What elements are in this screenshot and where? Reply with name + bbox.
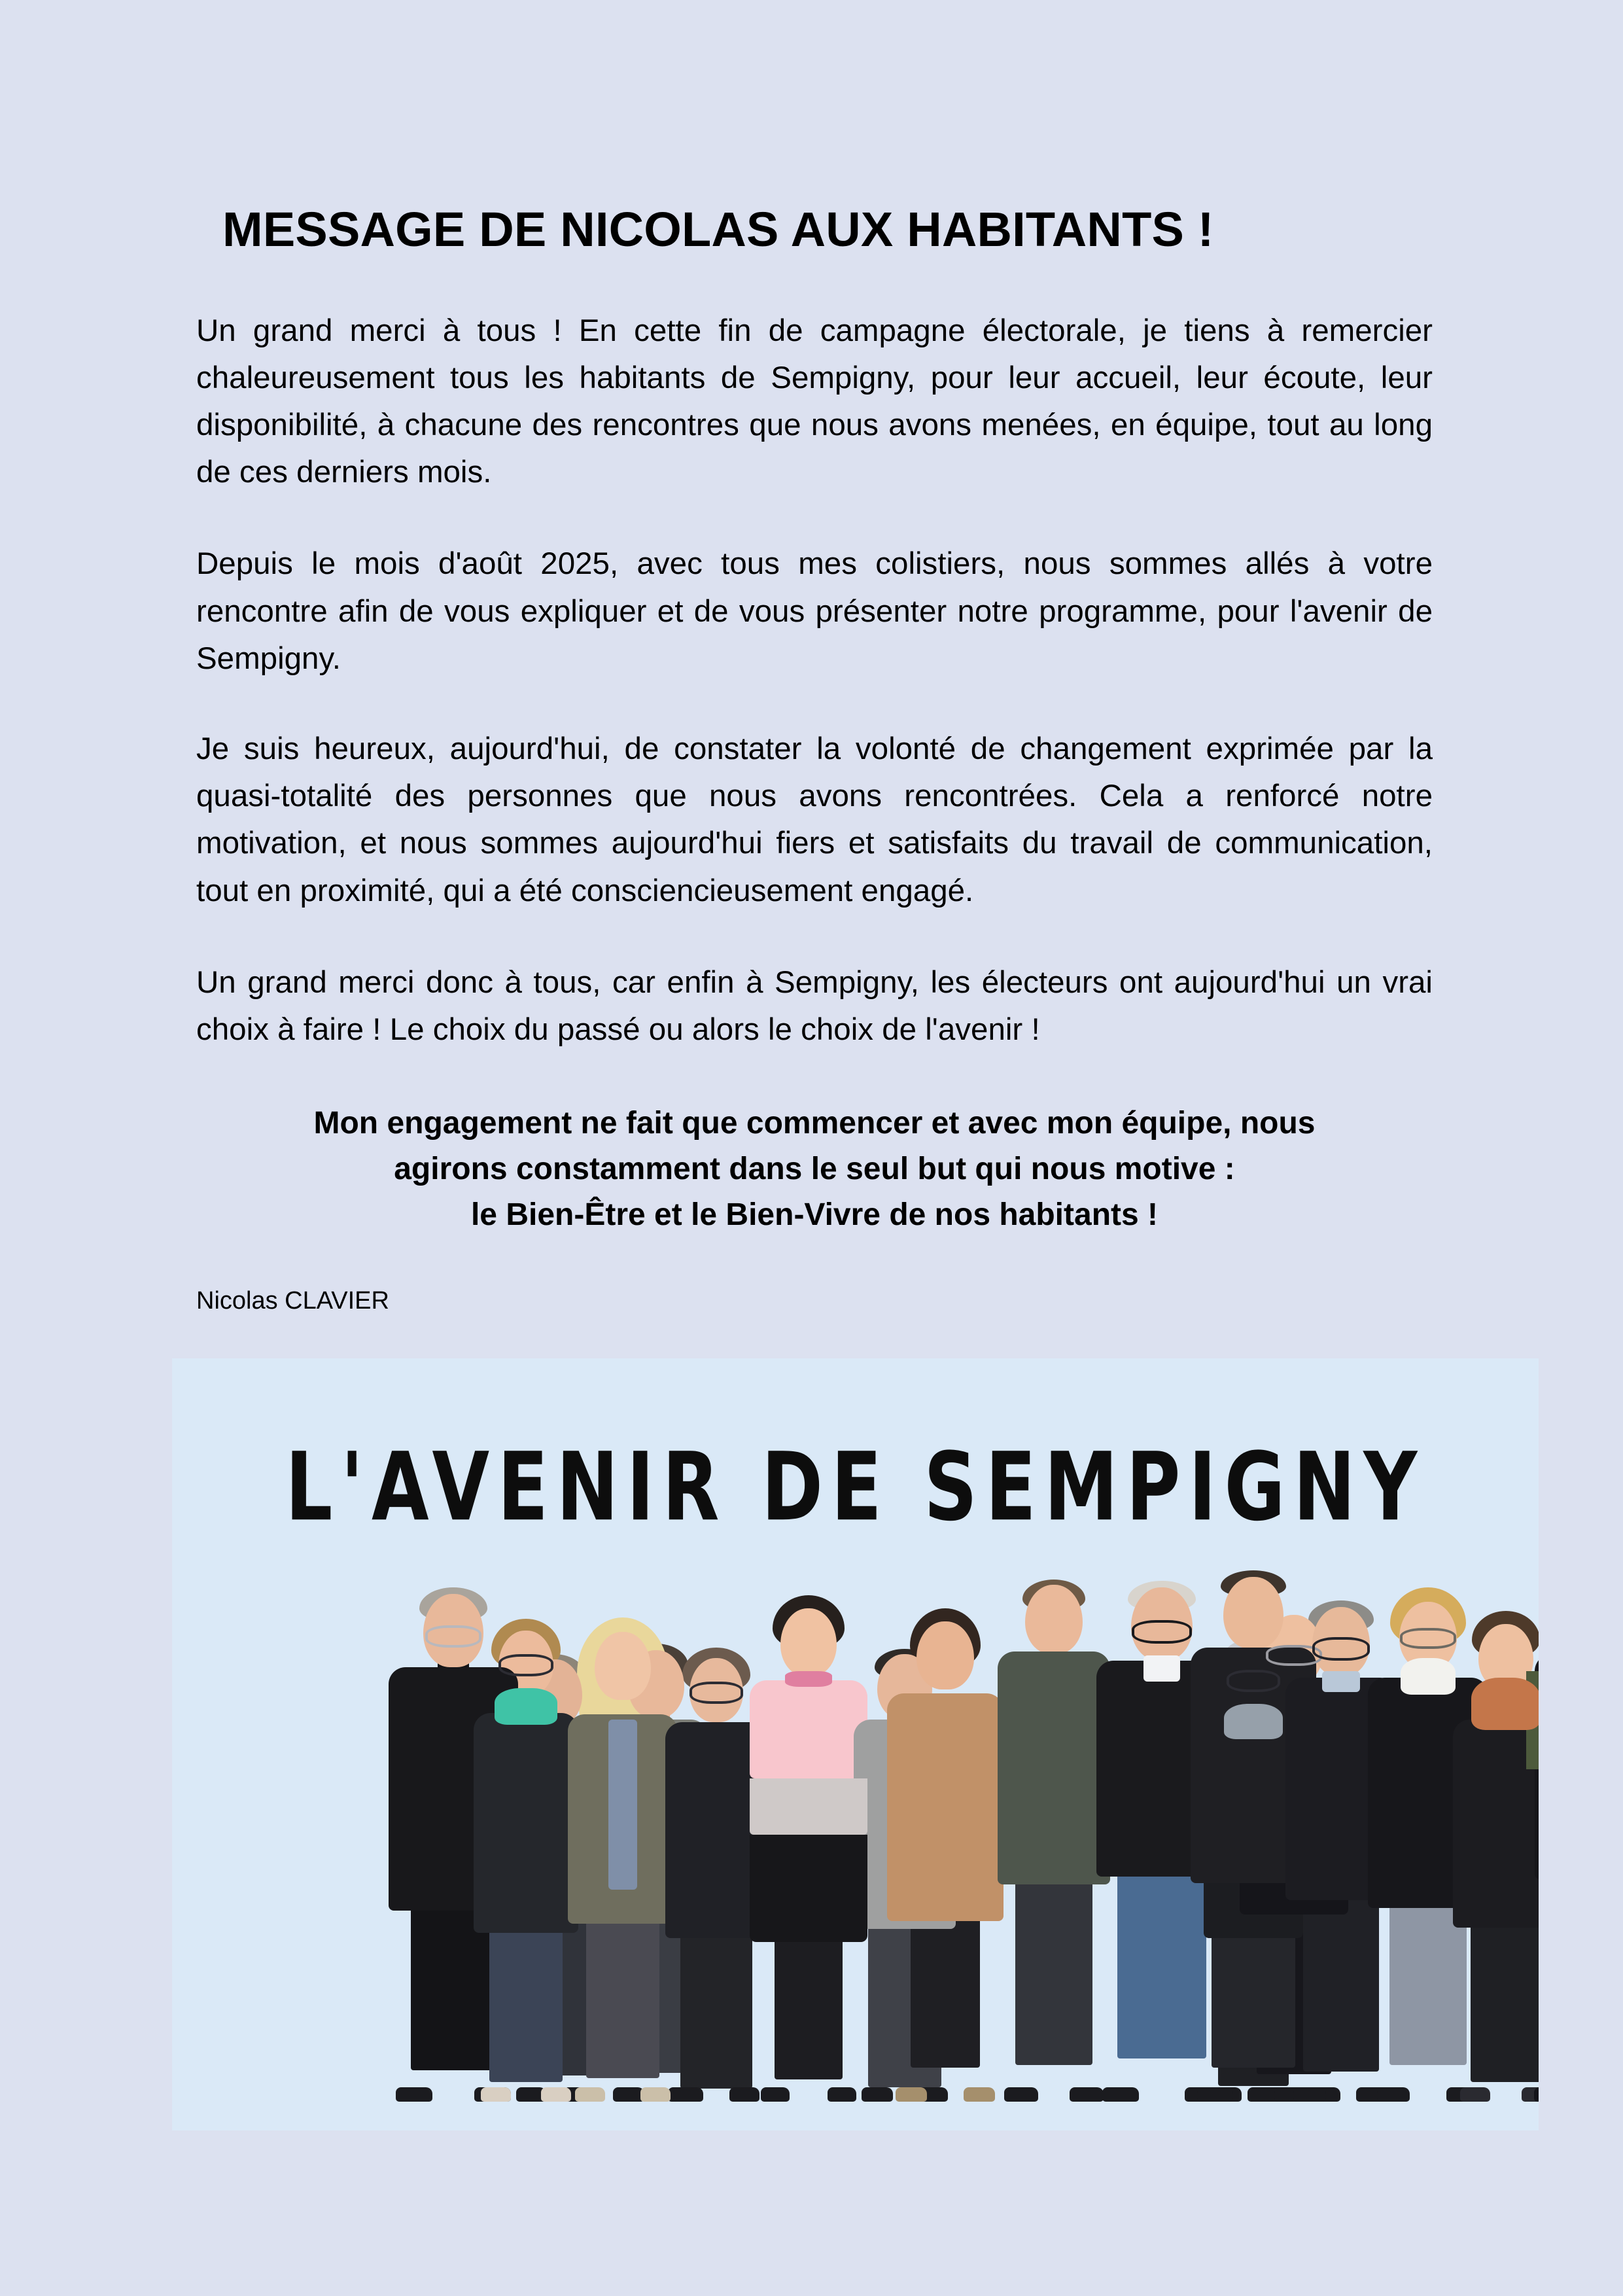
person-figure (748, 1594, 869, 2102)
closing-statement-line-3: le Bien-Être et le Bien-Vivre de nos habitants ! (470, 1197, 1159, 1233)
closing-statement-line-2: agirons constamment dans le seul but qui nous motive : (394, 1152, 1235, 1187)
banner-headline: L'AVENIR DE SEMPIGNY (285, 1432, 1425, 1542)
page-title: MESSAGE DE NICOLAS AUX HABITANTS ! (222, 202, 1214, 256)
team-group-photo (172, 1358, 1539, 2130)
signature: Nicolas CLAVIER (196, 1287, 389, 1315)
body-paragraph-3: Je suis heureux, aujourd'hui, de constater la volonté de changement exprimée par la quasi-totalité des personnes que nous avons rencontrées. Cela a renforcé notre motivation, et nous sommes aujourd'hui fiers et satisfaits du travail de communication, tout en proximité, qui a été consciencieusement engagé. (196, 732, 1433, 908)
body-paragraph-4: Un grand merci donc à tous, car enfin à Sempigny, les électeurs ont aujourd'hui un vrai choix à faire ! Le choix du passé ou alors le choix de l'avenir ! (196, 964, 1433, 1047)
document-content (196, 0, 1433, 1318)
campaign-photo-banner (172, 1358, 1539, 2130)
closing-statement-line-1: Mon engagement ne fait que commencer et avec mon équipe, nous (313, 1106, 1316, 1141)
body-paragraph-2: Depuis le mois d'août 2025, avec tous mes colistiers, nous sommes allés à votre rencontre afin de vous expliquer et de vous présenter notre programme, pour l'avenir de Sempigny. (196, 546, 1433, 676)
body-paragraph-1: Un grand merci à tous ! En cette fin de campagne électorale, je tiens à remercier chaleureusement tous les habitants de Sempigny, pour leur accueil, leur écoute, leur disponibilité, à chacune des rencontres que nous avons menées, en équipe, tout au long de ces derniers mois. (196, 313, 1433, 490)
closing-statement (196, 1101, 1433, 1238)
